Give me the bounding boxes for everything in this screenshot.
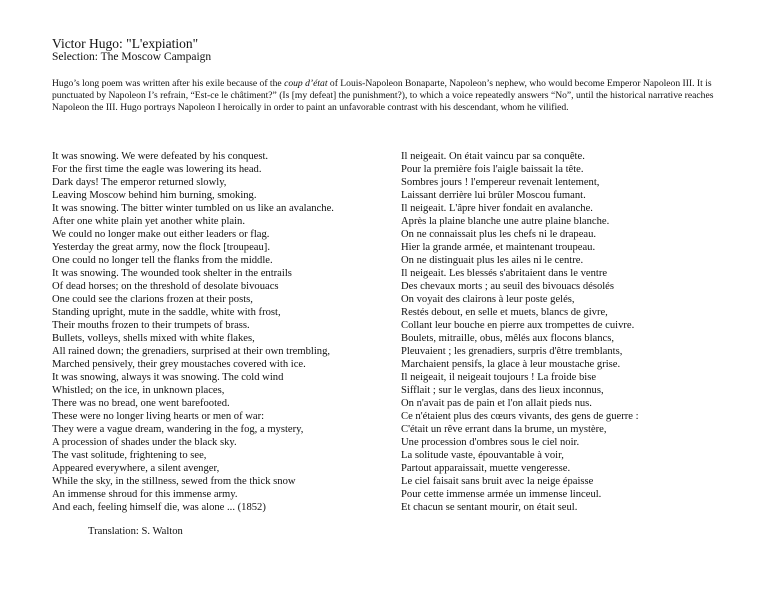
- poem-line-french: Restés debout, en selle et muets, blancs de givre,: [401, 307, 608, 318]
- poem-line-french: Et chacun se sentant mourir, on était seul.: [401, 502, 578, 513]
- poem-line-french: On n'avait pas de pain et l'on allait pieds nus.: [401, 398, 592, 409]
- poem-line-english: And each, feeling himself die, was alone ... (1852): [52, 502, 266, 513]
- poem-english-column: [52, 150, 334, 514]
- poem-line-french: Collant leur bouche en pierre aux trompettes de cuivre.: [401, 320, 635, 331]
- poem-line-french: Il neigeait, il neigeait toujours ! La froide bise: [401, 372, 597, 383]
- poem-line-french: Il neigeait. L'âpre hiver fondait en avalanche.: [401, 203, 593, 214]
- poem-line-english: Appeared everywhere, a silent avenger,: [52, 463, 220, 474]
- poem-line-english: Whistled; on the ice, in unknown places,: [52, 385, 225, 396]
- document-title: Victor Hugo: "L'expiation": [52, 36, 199, 51]
- intro-paragraph: [52, 78, 724, 114]
- poem-line-french: Ce n'étaient plus des cœurs vivants, des gens de guerre :: [401, 411, 639, 422]
- intro-text-after: of Louis-Napoleon Bonaparte, Napoleon’s nephew, who would become Emperor Napoleon III. It is punctuated by Napoleon I’s refrain, “Est-ce le châtiment?” (Is [my defeat] the punishment?), to which a voice repeatedly answers “No”, until the historical narrative reaches Napoleon the III. Hugo portrays Napoleon I heroically in order to paint an unfavorable contrast with his descendant, whom he vilified.: [52, 78, 714, 113]
- poem-line-english: Leaving Moscow behind him burning, smoking.: [52, 190, 257, 201]
- poem-line-french: Le ciel faisait sans bruit avec la neige épaisse: [401, 476, 594, 487]
- poem-line-english: We could no longer make out either leaders or flag.: [52, 229, 270, 240]
- poem-line-english: It was snowing, always it was snowing. The cold wind: [52, 372, 284, 383]
- intro-text-before: Hugo’s long poem was written after his exile because of the: [52, 78, 285, 89]
- poem-line-english: It was snowing. The wounded took shelter in the entrails: [52, 268, 292, 279]
- poem-line-english: Of dead horses; on the threshold of desolate bivouacs: [52, 281, 279, 292]
- poem-line-french: Laissant derrière lui brûler Moscou fumant.: [401, 190, 586, 201]
- poem-line-french: Pour la première fois l'aigle baissait la tête.: [401, 164, 584, 175]
- poem-line-french: Il neigeait. Les blessés s'abritaient dans le ventre: [401, 268, 608, 279]
- poem-line-english: It was snowing. The bitter winter tumbled on us like an avalanche.: [52, 203, 334, 214]
- poem-line-english: An immense shroud for this immense army.: [52, 489, 238, 500]
- poem-line-english: It was snowing. We were defeated by his conquest.: [52, 151, 269, 162]
- poem-line-french: Hier la grande armée, et maintenant troupeau.: [401, 242, 596, 253]
- poem-line-french: Boulets, mitraille, obus, mêlés aux flocons blancs,: [401, 333, 615, 344]
- poem-line-french: On voyait des clairons à leur poste gelés,: [401, 294, 575, 305]
- poem-line-english: While the sky, in the stillness, sewed from the thick snow: [52, 476, 296, 487]
- poem-line-french: Pleuvaient ; les grenadiers, surpris d'être tremblants,: [401, 346, 623, 357]
- poem-line-english: One could see the clarions frozen at their posts,: [52, 294, 253, 305]
- poem-line-french: Partout apparaissait, muette vengeresse.: [401, 463, 571, 474]
- poem-line-french: Sombres jours ! l'empereur revenait lentement,: [401, 177, 600, 188]
- poem-line-english: All rained down; the grenadiers, surprised at their own trembling,: [52, 346, 331, 357]
- poem-line-english: The vast solitude, frightening to see,: [52, 450, 207, 461]
- document-subtitle: Selection: The Moscow Campaign: [52, 51, 212, 63]
- poem-line-english: One could no longer tell the flanks from the middle.: [52, 255, 273, 266]
- poem-line-english: Yesterday the great army, now the flock [troupeau].: [52, 242, 270, 253]
- poem-line-english: For the first time the eagle was lowering its head.: [52, 164, 262, 175]
- poem-line-english: These were no longer living hearts or men of war:: [52, 411, 265, 422]
- poem-line-english: Standing upright, mute in the saddle, white with frost,: [52, 307, 281, 318]
- poem-line-french: Des chevaux morts ; au seuil des bivouacs désolés: [401, 281, 615, 292]
- poem-line-english: They were a vague dream, wandering in the fog, a mystery,: [52, 424, 304, 435]
- poem-line-french: Pour cette immense armée un immense linceul.: [401, 489, 602, 500]
- translation-credit: Translation: S. Walton: [88, 526, 183, 537]
- poem-line-english: Marched pensively, their grey moustaches covered with ice.: [52, 359, 306, 370]
- poem-line-french: Une procession d'ombres sous le ciel noir.: [401, 437, 580, 448]
- poem-line-french: Sifflait ; sur le verglas, dans des lieux inconnus,: [401, 385, 604, 396]
- poem-french-column: [401, 150, 639, 514]
- poem-line-french: Il neigeait. On était vaincu par sa conquête.: [401, 151, 585, 162]
- poem-line-french: La solitude vaste, épouvantable à voir,: [401, 450, 564, 461]
- poem-line-english: There was no bread, one went barefooted.: [52, 398, 230, 409]
- poem-line-french: C'était un rêve errant dans la brume, un mystère,: [401, 424, 607, 435]
- poem-line-english: Dark days! The emperor returned slowly,: [52, 177, 227, 188]
- poem-line-french: Après la plaine blanche une autre plaine blanche.: [401, 216, 610, 227]
- poem-line-english: A procession of shades under the black sky.: [52, 437, 237, 448]
- poem-line-english: Their mouths frozen to their trumpets of brass.: [52, 320, 250, 331]
- poem-line-french: On ne distinguait plus les ailes ni le centre.: [401, 255, 584, 266]
- poem-line-french: On ne connaissait plus les chefs ni le drapeau.: [401, 229, 597, 240]
- poem-line-english: After one white plain yet another white plain.: [52, 216, 245, 227]
- poem-line-french: Marchaient pensifs, la glace à leur moustache grise.: [401, 359, 621, 370]
- intro-italic-term: coup d’état: [284, 78, 328, 89]
- poem-line-english: Bullets, volleys, shells mixed with white flakes,: [52, 333, 255, 344]
